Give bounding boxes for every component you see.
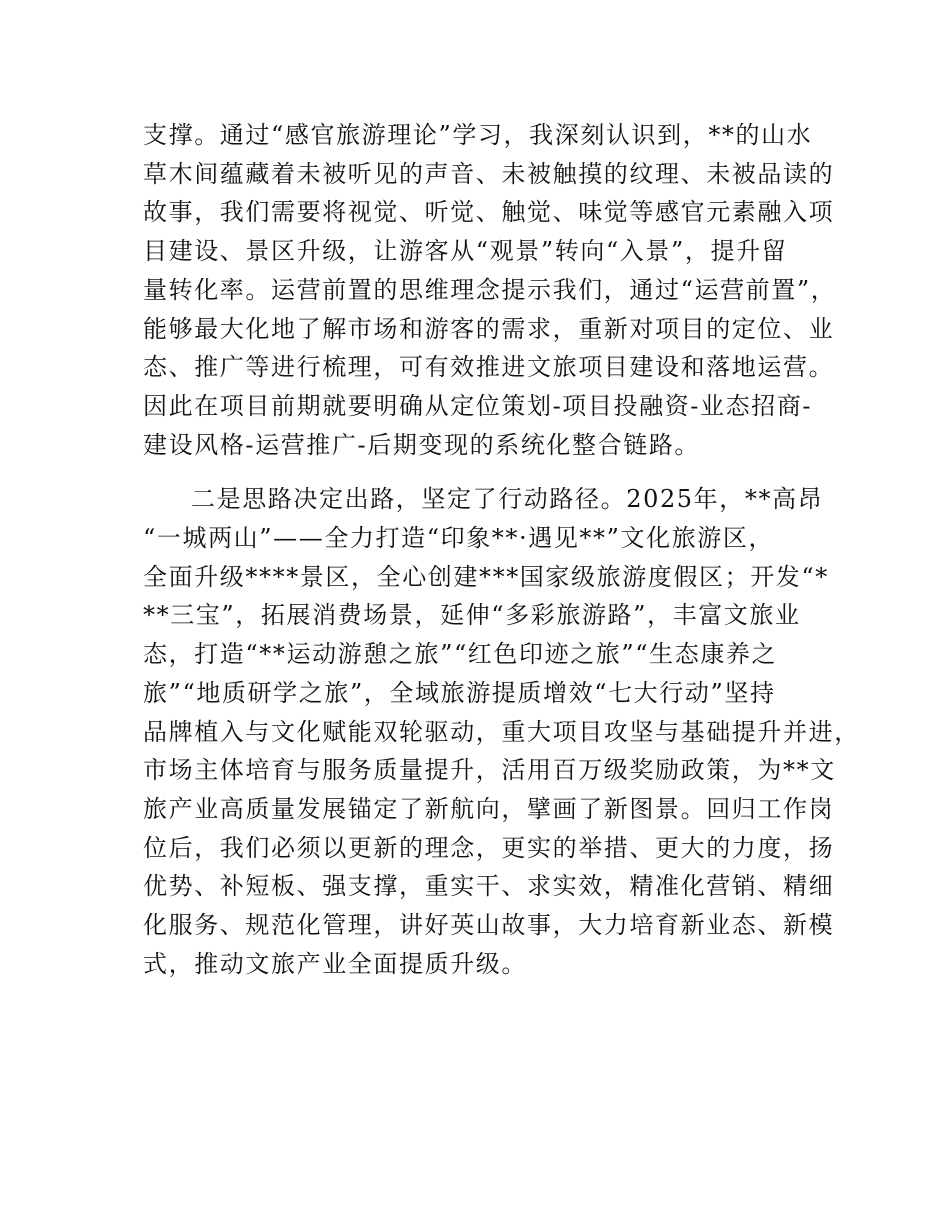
- text-line: 建设风格-运营推广-后期变现的系统化整合链路。: [143, 430, 701, 459]
- paragraph-1: [143, 116, 837, 464]
- text-line: 态、推广等进行梳理，可有效推进文旅项目建设和落地运营。: [143, 353, 835, 382]
- text-line: 位后，我们必须以更新的理念，更实的举措、更大的力度，扬: [143, 833, 835, 862]
- paragraph-2: [143, 480, 860, 983]
- text-line: 能够最大化地了解市场和游客的需求，重新对项目的定位、业: [143, 314, 835, 343]
- text-line: 态，打造“**运动游憩之旅”“红色印迹之旅”“生态康养之: [143, 640, 778, 669]
- text-line: 全面升级****景区，全心创建***国家级旅游度假区；开发“*: [143, 562, 829, 591]
- text-line: **三宝”，拓展消费场景，延伸“多彩旅游路”，丰富文旅业: [143, 601, 801, 630]
- paragraph-spacer: [143, 464, 833, 480]
- text-line: “一城两山”——全力打造“印象**·遇见**”文化旅游区，: [143, 524, 775, 553]
- text-line: 旅”“地质研学之旅”，全域旅游提质增效“七大行动”坚持: [143, 678, 776, 707]
- text-line: 式，推动文旅产业全面提质升级。: [143, 949, 527, 978]
- text-line: 市场主体培育与服务质量提升，活用百万级奖励政策，为**文: [143, 756, 836, 785]
- text-line: 旅产业高质量发展锚定了新航向，擘画了新图景。回归工作岗: [143, 794, 835, 823]
- text-line: 因此在项目前期就要明确从定位策划-项目投融资-业态招商-: [143, 391, 813, 420]
- text-line: 草木间蕴藏着未被听见的声音、未被触摸的纹理、未被品读的: [143, 159, 835, 188]
- text-line: 目建设、景区升级，让游客从“观景”转向“入景”，提升留: [143, 237, 788, 266]
- document-body: [143, 116, 860, 983]
- text-line: 品牌植入与文化赋能双轮驱动，重大项目攻坚与基础提升并进，: [143, 717, 860, 746]
- text-line: 支撑。通过“感官旅游理论”学习，我深刻认识到，**的山水: [143, 121, 813, 149]
- text-line: 化服务、规范化管理，讲好英山故事，大力培育新业态、新模: [143, 911, 835, 940]
- text-line: 故事，我们需要将视觉、听觉、触觉、味觉等感官元素融入项: [143, 198, 835, 227]
- text-line: 优势、补短板、强支撑，重实干、求实效，精准化营销、精细: [143, 872, 835, 901]
- text-line: 量转化率。运营前置的思维理念提示我们，通过“运营前置”，: [143, 275, 837, 304]
- text-line: 二是思路决定出路，坚定了行动路径。2025年，**高昂: [191, 485, 824, 514]
